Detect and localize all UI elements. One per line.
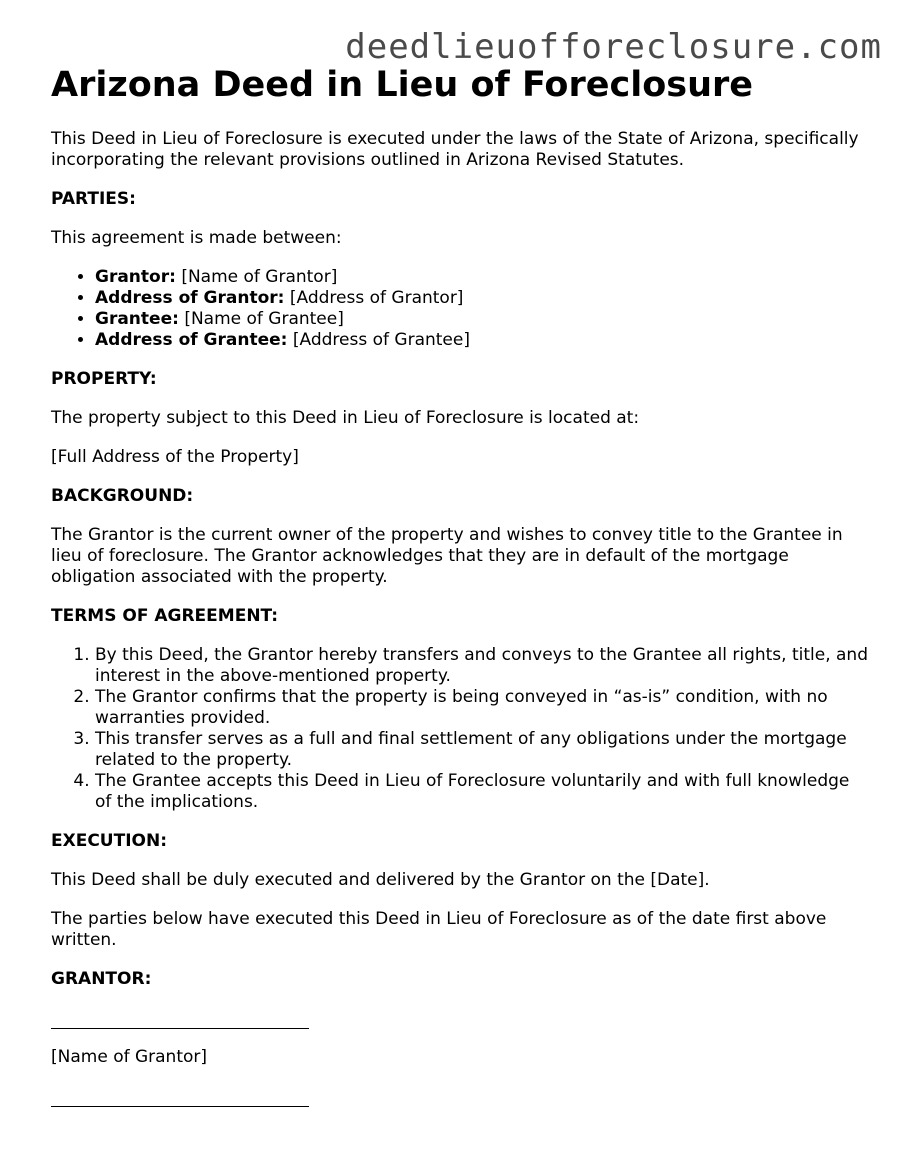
signature-line — [51, 1106, 309, 1107]
background-heading: BACKGROUND: — [51, 486, 194, 506]
list-item: 4. The Grantee accepts this Deed in Lieu of Foreclosure voluntarily and with full knowledge of the implications. — [95, 771, 871, 813]
party-label: Address of Grantee: — [95, 330, 288, 350]
list-item — [95, 330, 871, 351]
signature-line — [51, 1028, 309, 1029]
party-label: Address of Grantor: — [95, 288, 285, 308]
property-text: The property subject to this Deed in Lieu of Foreclosure is located at: — [51, 408, 640, 428]
property-heading: PROPERTY: — [51, 369, 157, 389]
watermark: deedlieuofforeclosure.com — [345, 27, 882, 67]
list-item: 3. This transfer serves as a full and final settlement of any obligations under the mortgage related to the property. — [95, 729, 871, 771]
list-item: 1. By this Deed, the Grantor hereby transfers and conveys to the Grantee all rights, title, and interest in the above-mentioned property. — [95, 645, 871, 687]
party-label: Grantor: — [95, 267, 176, 287]
document-body — [51, 62, 871, 1107]
page-title: Arizona Deed in Lieu of Foreclosure — [51, 65, 754, 105]
party-value: [Name of Grantee] — [184, 309, 344, 329]
background-text: The Grantor is the current owner of the property and wishes to convey title to the Grantee in lieu of foreclosure. The Grantor acknowledges that they are in default of the mortgage obligation associated with the property. — [51, 525, 843, 587]
list-item: 2. The Grantor confirms that the property is being conveyed in “as-is” condition, with no warranties provided. — [95, 687, 871, 729]
terms-list — [51, 645, 871, 813]
terms-heading: TERMS OF AGREEMENT: — [51, 606, 279, 626]
parties-heading: PARTIES: — [51, 189, 136, 209]
execution-text: This Deed shall be duly executed and delivered by the Grantor on the [Date]. — [51, 870, 710, 890]
list-item — [95, 267, 871, 288]
list-item — [95, 309, 871, 330]
party-value: [Name of Grantor] — [181, 267, 338, 287]
party-value: [Address of Grantee] — [292, 330, 470, 350]
execution-statement: The parties below have executed this Deed in Lieu of Foreclosure as of the date first above written. — [51, 909, 827, 950]
grantor-heading: GRANTOR: — [51, 969, 152, 989]
property-address: [Full Address of the Property] — [51, 447, 299, 467]
list-item — [95, 288, 871, 309]
parties-list — [51, 267, 871, 351]
parties-text: This agreement is made between: — [51, 228, 342, 248]
party-label: Grantee: — [95, 309, 179, 329]
intro-paragraph: This Deed in Lieu of Foreclosure is executed under the laws of the State of Arizona, specifically incorporating the relevant provisions outlined in Arizona Revised Statutes. — [51, 129, 859, 170]
grantor-name: [Name of Grantor] — [51, 1047, 208, 1067]
party-value: [Address of Grantor] — [289, 288, 464, 308]
execution-heading: EXECUTION: — [51, 831, 168, 851]
